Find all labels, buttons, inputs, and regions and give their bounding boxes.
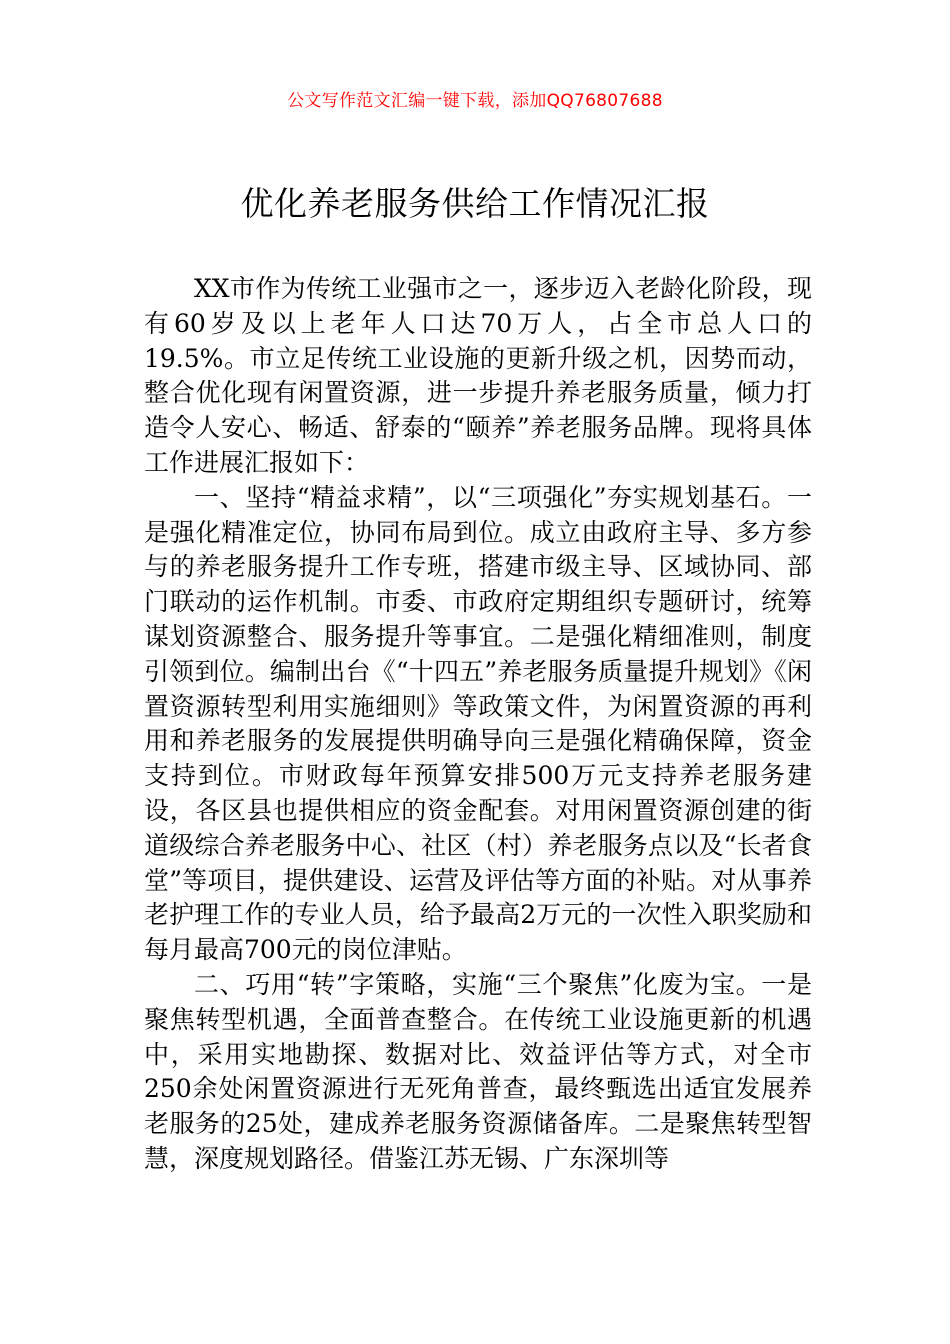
document-body xyxy=(144,272,812,1177)
intro-paragraph: XX市作为传统工业强市之一，逐步迈入老龄化阶段，现有60岁及以上老年人口达70万人，占全市总人口的19.5%。市立足传统工业设施的更新升级之机，因势而动，整合优化现有闲置资源，进一步提升养老服务质量，倾力打造令人安心、畅适、舒泰的“颐养”养老服务品牌。现将具体工作进展汇报如下： xyxy=(144,274,812,477)
section-two-paragraph: 二、巧用“转”字策略，实施“三个聚焦”化废为宝。一是聚焦转型机遇，全面普查整合。在传统工业设施更新的机遇中，采用实地勘探、数据对比、效益评估等方式，对全市250余处闲置资源进行无死角普查，最终甄选出适宜发展养老服务的25处，建成养老服务资源储备库。二是聚焦转型智慧，深度规划路径。借鉴江苏无锡、广东深圳等 xyxy=(144,969,812,1173)
section-one-paragraph: 一、坚持“精益求精”，以“三项强化”夯实规划基石。一是强化精准定位，协同布局到位。成立由政府主导、多方参与的养老服务提升工作专班，搭建市级主导、区域协同、部门联动的运作机制。市委、市政府定期组织专题研讨，统筹谋划资源整合、服务提升等事宜。二是强化精细准则，制度引领到位。编制出台《“十四五”养老服务质量提升规划》《闲置资源转型利用实施细则》等政策文件，为闲置资源的再利用和养老服务的发展提供明确导向三是强化精确保障，资金支持到位。市财政每年预算安排500万元支持养老服务建设，各区县也提供相应的资金配套。对用闲置资源创建的街道级综合养老服务中心、社区（村）养老服务点以及“长者食堂”等项目，提供建设、运营及评估等方面的补贴。对从事养老护理工作的专业人员，给予最高2万元的一次性入职奖励和每月最高700元的岗位津贴。 xyxy=(144,482,812,965)
document-title: 优化养老服务供给工作情况汇报 xyxy=(240,184,710,223)
download-promo-note: 公文写作范文汇编一键下载，添加QQ76807688 xyxy=(287,91,663,111)
